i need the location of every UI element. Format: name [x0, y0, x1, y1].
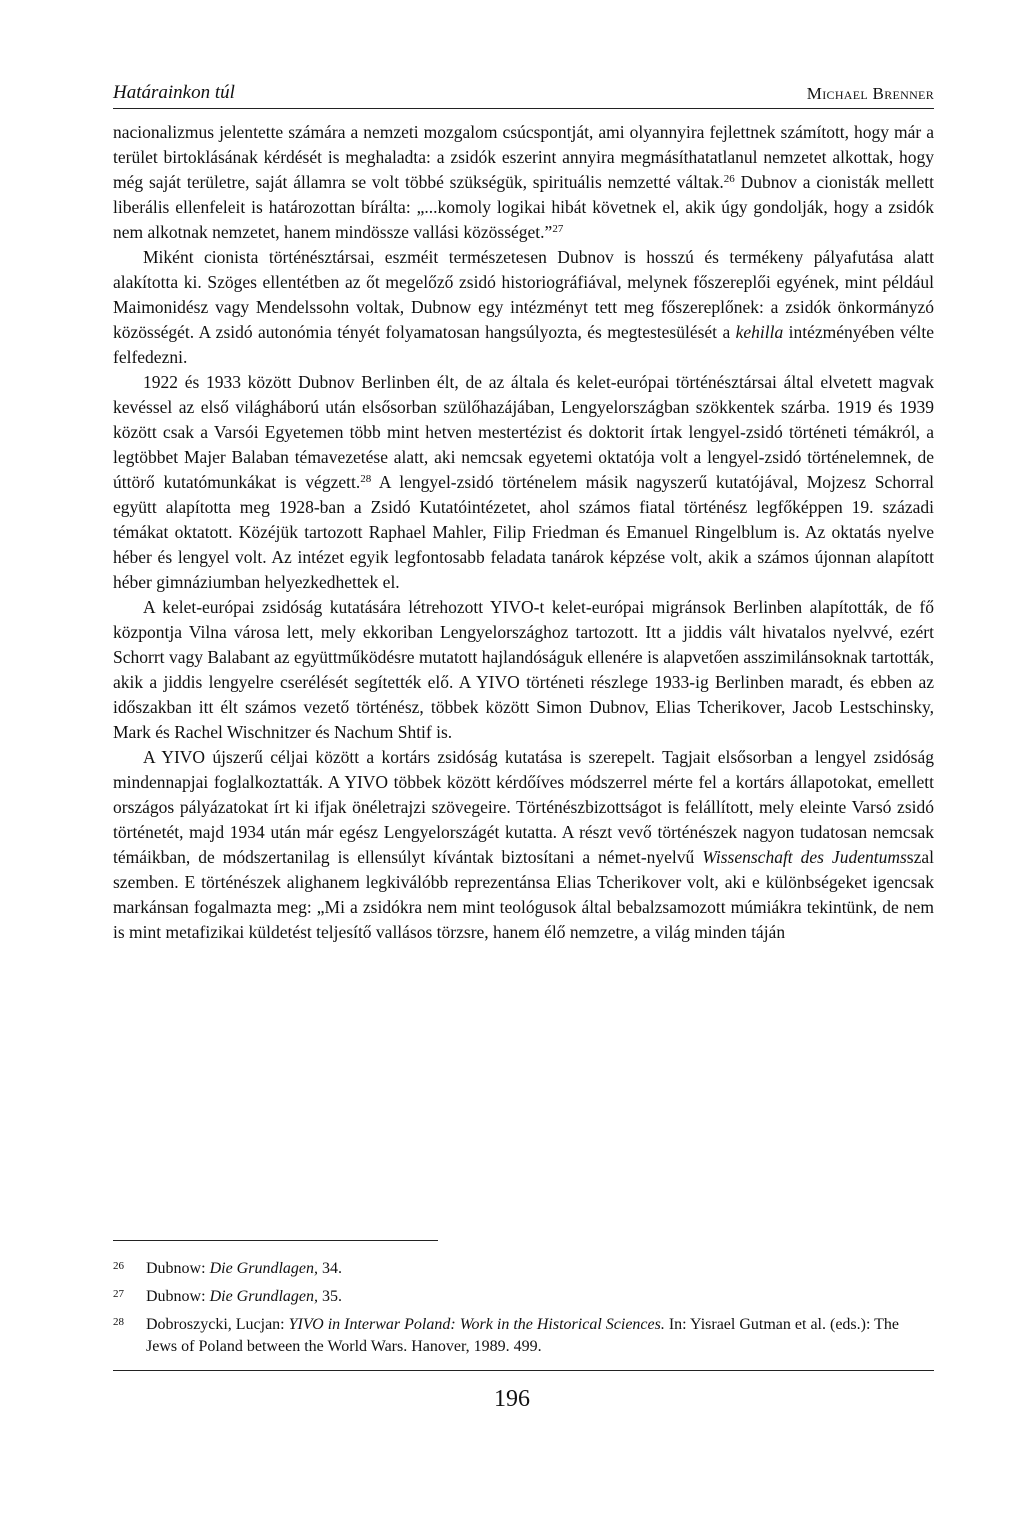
header-author: Michael Brenner — [806, 84, 934, 103]
italic-text: Wissenschaft des Judentums — [702, 847, 907, 867]
footnote-reference[interactable]: 28 — [360, 473, 372, 485]
footnote-26: 26 Dubnow: Die Grundlagen, 34. — [113, 1258, 934, 1280]
footnote-28: 28 Dobroszycki, Lucjan: YIVO in Interwar Poland: Work in the Historical Sciences. In: Yisrael Gutman et al. (eds.): The Jews of Poland between the World Wars. Hanover, 1989. 499. — [113, 1314, 934, 1358]
italic-text: kehilla — [735, 322, 784, 342]
footnote-number: 27 — [113, 1288, 124, 1300]
footnote-number: 26 — [113, 1260, 124, 1272]
paragraph-1: nacionalizmus jelentette számára a nemzeti mozgalom csúcspontját, ami olyannyira fejlettnek számított, hogy már a terület birtoklásának kérdését is meghaladta: a zsidók eszerint annyira megmásíthatatlanul nemzetet alkottak, hogy még saját területre, saját államra se volt többé szükségük, spirituális nemzetté váltak.$^{26}$ Dubnov a cionisták mellett liberális ellenfeleit is határozottan bírálta: „...komoly logikai hibát követnek el, akik úgy gondolják, hogy a zsidók nem alkotnak nemzetet, hanem mindössze vallási közösséget.”$^{27}$ — [113, 122, 934, 242]
footnote-reference[interactable]: 26 — [723, 173, 735, 185]
footnotes — [113, 1258, 934, 1364]
page-number: 196 — [494, 1386, 530, 1412]
bottom-rule — [113, 1370, 934, 1371]
italic-text: Die Grundlagen, — [209, 1288, 318, 1305]
footnote-number: 28 — [113, 1316, 124, 1328]
paragraph-3: 1922 és 1933 között Dubnov Berlinben élt, de az általa és kelet-európai történésztársai által elvetett magvak kevéssel az első világháború után elsősorban szülőhazájában, Lengyelországban szökkentek szárba. 1919 és 1939 között csak a Varsói Egyetemen több mint hetven mestertézist és doktorit írtak lengyel-zsidó történeti témákról, a legtöbbet Majer Balaban témavezetése alatt, aki nemcsak egyetemi oktatója volt a lengyel-zsidó történelemnek, de úttörő kutatómunkákat is végzett.$^{28}$ A lengyel-zsidó történelem másik nagyszerű kutatójával, Mojzesz Schorral együtt alapította meg 1928-ban a Zsidó Kutatóintézetet, ahol számos fiatal történész legfőképpen 19. századi témákat oktatott. Közéjük tartozott Raphael Mahler, Filip Friedman és Emanuel Ringelblum is. Az oktatás nyelve héber és lengyel volt. Az intézet egyik legfontosabb feladata tanárok képzése volt, akik a számos újonnan alapított héber gimnáziumban helyezkedhettek el. — [113, 372, 934, 592]
italic-text: Die Grundlagen, — [209, 1260, 318, 1277]
running-header — [113, 78, 934, 109]
footnote-27: 27 Dubnow: Die Grundlagen, 35. — [113, 1286, 934, 1308]
italic-text: YIVO in Interwar Poland: Work in the Historical Sciences. — [288, 1316, 665, 1333]
body-text — [113, 120, 934, 945]
header-section-title: Határainkon túl — [113, 82, 235, 103]
paragraph-4: A kelet-európai zsidóság kutatására létrehozott YIVO-t kelet-európai migránsok Berlinben alapították, de fő központja Vilna városa lett, mely ekkoriban Lengyelországhoz tartozott. Itt a jiddis vált hivatalos nyelvvé, ezért Schorrt vagy Balabant az együttműködésre mutatott hajlandóságuk ellenére is alapvetően asszimilánsoknak tartották, akik a jiddis lengyelre cserélését segítették elő. A YIVO történeti részlege 1933-ig Berlinben maradt, és ebben az időszakban itt élt számos vezető történész, többek között Simon Dubnov, Elias Tcherikover, Jacob Lestschinsky, Mark és Rachel Wischnitzer és Nachum Shtif is. — [113, 597, 934, 742]
footnote-separator — [113, 1240, 438, 1241]
footnote-reference[interactable]: 27 — [552, 223, 564, 235]
paragraph-2: Miként cionista történésztársai, eszméit természetesen Dubnov is hosszú és termékeny pályafutása alatt alakította ki. Szöges ellentétben az őt megelőző zsidó historiográfiával, melynek főszereplői egyének, mint például Maimonidész vagy Mendelssohn voltak, Dubnow egy intézményt tett meg főszereplőnek: a zsidók önkormányzó közösségét. A zsidó autonómia tényét folyamatosan hangsúlyozta, és megtestesülését a kehilla intézményében vélte felfedezni. — [113, 247, 934, 367]
paragraph-5: A YIVO újszerű céljai között a kortárs zsidóság kutatása is szerepelt. Tagjait elsősorban a lengyel zsidóság mindennapjai foglalkoztatták. A YIVO többek között kérdőíves módszerrel mérte fel a kortárs állapotokat, emellett országos pályázatokat írt ki ifjak önéletrajzi szövegeire. Történészbizottságot is felállított, mely eleinte Varsó zsidó történetét, majd 1934 után már egész Lengyelországét kutatta. A részt vevő történészek nagyon tudatosan nemcsak témáikban, de módszertanilag is ellensúlyt kívántak biztosítani a német-nyelvű Wissenschaft des Judentumsszal szemben. E történészek alighanem legkiválóbb reprezentánsa Elias Tcherikover volt, aki e különbségeket igencsak markánsan fogalmazta meg: „Mi a zsidókra nem mint teológusok által bebalzsamozott múmiákra tekintünk, de nem is mint metafizikai küldetést teljesítő vallásos törzsre, hanem élő nemzetre, a világ minden táján — [113, 747, 934, 942]
